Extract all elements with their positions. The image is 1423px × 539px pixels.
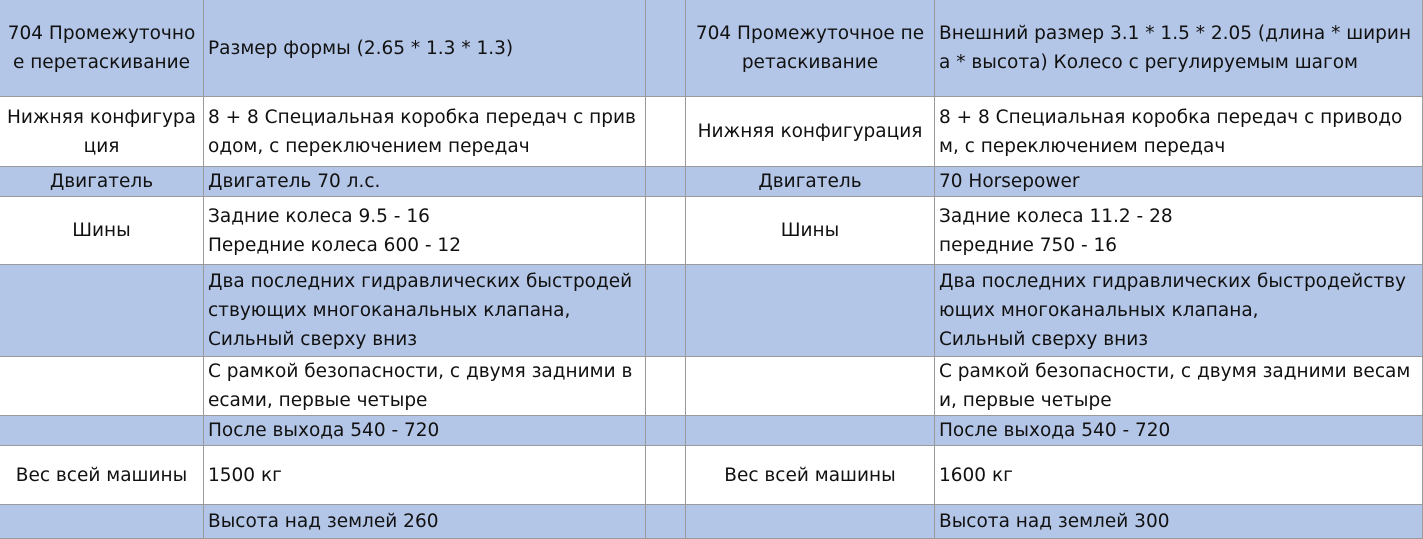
cell-text-line: 8 + 8 Специальная коробка передач с приводом, с переключением передач: [208, 106, 636, 157]
cell-text-line: 1600 кг: [939, 464, 1013, 486]
left-value-cell[interactable]: [204, 167, 646, 197]
left-value-cell-text: [208, 103, 641, 161]
cell-text-line: С рамкой безопасности, с двумя задними весами, первые четыре: [939, 361, 1411, 411]
left-label-cell[interactable]: [0, 505, 204, 539]
cell-text-line: Высота над землей 300: [939, 511, 1170, 532]
gap-cell[interactable]: [646, 357, 686, 416]
cell-text-line: передние 750 - 16: [939, 234, 1118, 256]
left-value-cell[interactable]: [204, 97, 646, 167]
right-label-cell[interactable]: [686, 167, 935, 197]
left-label-cell[interactable]: [0, 265, 204, 357]
left-value-cell[interactable]: [204, 416, 646, 446]
right-value-cell-text: [939, 416, 1170, 445]
gap-cell[interactable]: [646, 446, 686, 505]
right-label-cell[interactable]: [686, 0, 935, 97]
right-label-cell[interactable]: [686, 416, 935, 446]
right-value-cell[interactable]: [935, 0, 1423, 97]
left-value-cell[interactable]: [204, 265, 646, 357]
right-value-cell[interactable]: [935, 167, 1423, 197]
right-value-cell-text: [939, 103, 1418, 161]
left-value-cell-text: [208, 507, 438, 536]
cell-text-line: 8 + 8 Специальная коробка передач с приводом, с переключением передач: [939, 106, 1403, 157]
right-value-cell[interactable]: [935, 505, 1423, 539]
gap-cell[interactable]: [646, 416, 686, 446]
left-value-cell[interactable]: [204, 0, 646, 97]
cell-text-line: 1500 кг: [208, 464, 282, 486]
right-value-cell-text: [939, 507, 1169, 536]
right-value-cell[interactable]: [935, 416, 1423, 446]
right-value-cell[interactable]: [935, 97, 1423, 167]
right-value-cell-text: [939, 19, 1418, 77]
left-value-cell[interactable]: [204, 505, 646, 539]
gap-cell[interactable]: [646, 167, 686, 197]
left-value-cell[interactable]: [204, 446, 646, 505]
gap-cell[interactable]: [646, 197, 686, 265]
cell-text-line: Внешний размер 3.1 * 1.5 * 2.05 (длина * ширина * высота) Колесо с регулируемым шагом: [939, 23, 1412, 73]
cell-text-line: Два последних гидравлических быстродействующих многоканальных клапана,: [939, 271, 1406, 321]
left-value-cell-text: [208, 461, 282, 490]
left-value-cell-text: [208, 267, 641, 354]
right-label-cell-text: Шины: [780, 220, 840, 241]
cell-text-line: Задние колеса 11.2 - 28: [939, 205, 1173, 227]
gap-cell[interactable]: [646, 265, 686, 357]
cell-text-line: Сильный сверху вниз: [939, 329, 1149, 350]
gap-cell[interactable]: [646, 505, 686, 539]
gap-cell[interactable]: [646, 0, 686, 97]
right-value-cell[interactable]: [935, 197, 1423, 265]
right-label-cell[interactable]: [686, 97, 935, 167]
right-value-cell[interactable]: [935, 357, 1423, 416]
gap-cell[interactable]: [646, 97, 686, 167]
left-label-cell[interactable]: [0, 446, 204, 505]
left-label-cell-text: Двигатель: [49, 171, 154, 192]
left-value-cell[interactable]: [204, 197, 646, 265]
right-label-cell-text: 704 Промежуточное перетаскивание: [695, 23, 925, 73]
left-label-cell[interactable]: [0, 0, 204, 97]
left-label-cell[interactable]: [0, 97, 204, 167]
left-value-cell[interactable]: [204, 357, 646, 416]
right-value-cell-text: [939, 167, 1079, 196]
right-label-cell[interactable]: [686, 505, 935, 539]
right-label-cell[interactable]: [686, 265, 935, 357]
left-value-cell-text: [208, 167, 380, 196]
right-value-cell-text: [939, 357, 1418, 415]
right-label-cell[interactable]: [686, 197, 935, 265]
right-value-cell[interactable]: [935, 446, 1423, 505]
right-label-cell[interactable]: [686, 357, 935, 416]
cell-text-line: Задние колеса 9.5 - 16: [208, 205, 430, 227]
cell-text-line: Два последних гидравлических быстродействующих многоканальных клапана,: [208, 271, 633, 321]
right-label-cell-text: Вес всей машины: [724, 464, 896, 486]
right-value-cell-text: [939, 267, 1418, 354]
left-value-cell-text: [208, 416, 439, 445]
cell-text-line: Размер формы (2.65 * 1.3 * 1.3): [208, 37, 514, 59]
cell-text-line: После выхода 540 - 720: [939, 420, 1171, 441]
left-label-cell[interactable]: [0, 357, 204, 416]
left-value-cell-text: [208, 34, 513, 63]
left-label-cell[interactable]: [0, 167, 204, 197]
left-label-cell[interactable]: [0, 416, 204, 446]
cell-text-line: Передние колеса 600 - 12: [208, 234, 461, 256]
left-value-cell-text: [208, 357, 641, 415]
left-label-cell-text: Нижняя конфигурация: [6, 106, 196, 157]
cell-text-line: Высота над землей 260: [208, 511, 439, 532]
cell-text-line: 70 Horsepower: [939, 171, 1080, 192]
cell-text-line: Сильный сверху вниз: [208, 329, 418, 350]
right-value-cell[interactable]: [935, 265, 1423, 357]
right-label-cell-text: Нижняя конфигурация: [697, 121, 923, 142]
cell-text-line: Двигатель 70 л.с.: [208, 171, 381, 192]
left-label-cell-text: Шины: [72, 220, 131, 241]
cell-text-line: После выхода 540 - 720: [208, 420, 440, 441]
left-label-cell-text: 704 Промежуточное перетаскивание: [7, 23, 196, 73]
left-label-cell[interactable]: [0, 197, 204, 265]
left-value-cell-text: [208, 202, 461, 260]
left-label-cell-text: Вес всей машины: [15, 464, 188, 486]
right-value-cell-text: [939, 202, 1173, 260]
right-value-cell-text: [939, 461, 1013, 490]
right-label-cell-text: Двигатель: [758, 171, 862, 192]
right-label-cell[interactable]: [686, 446, 935, 505]
cell-text-line: С рамкой безопасности, с двумя задними весами, первые четыре: [208, 361, 633, 411]
